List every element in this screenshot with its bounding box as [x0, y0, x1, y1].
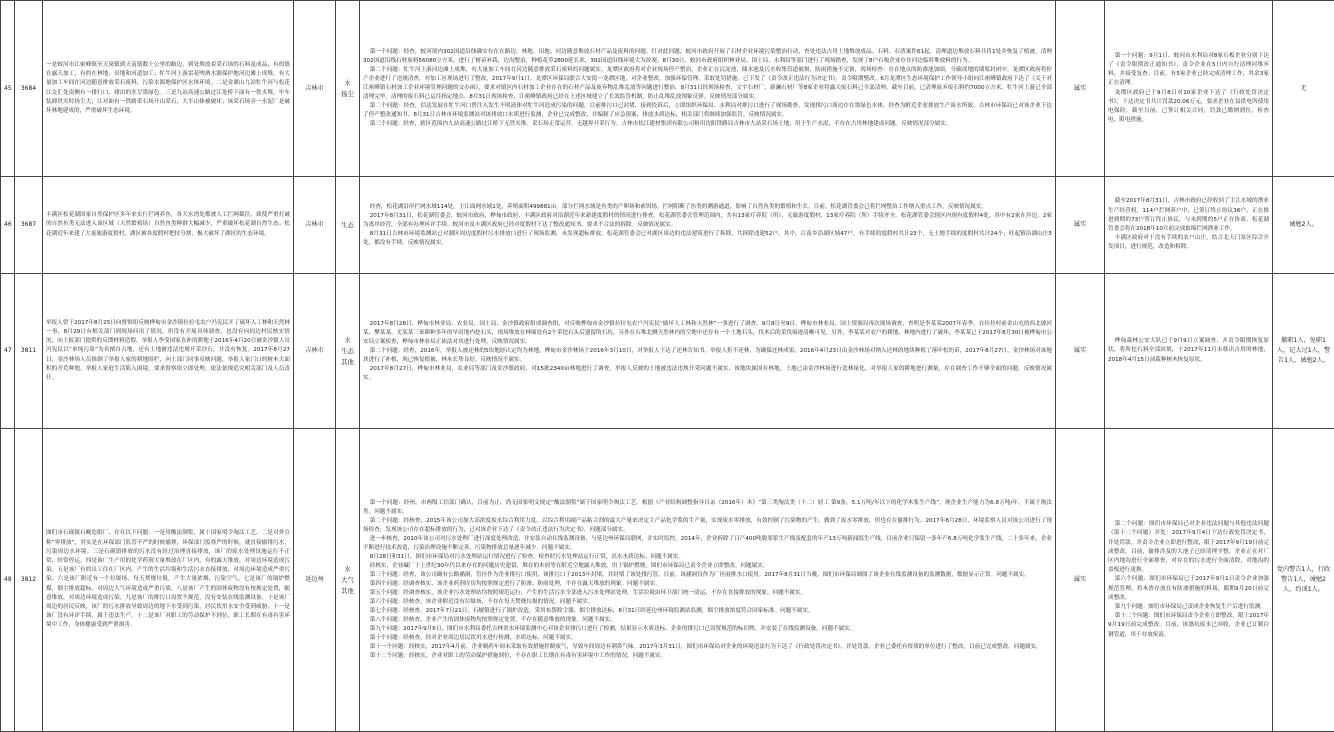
investigation-findings-paragraph: 第八个问题：经核查，企业产生的固体废物均按照规定处置，不存在随意堆放的现象。问题不属实。: [363, 616, 1052, 625]
processing-result-paragraph: 第二个问题：图们市环保局已对企业违法问题与其他违法问题（第十二个问题）并处：2017年9月4日下达行政处罚决定书，并处罚款。并责令企业立即进行整改，限于2017年9月19日前完成整改。目前，偷排涉及的大池子已经清理平整，企业正在对厂区内地沟进行全面排查，对存在的污水进行全面清除，对地沟的盖板进行更换。: [1108, 520, 1269, 575]
processing-result: [1105, 429, 1273, 732]
table-row: [1, 1, 1334, 177]
processing-result-paragraph: 截至2017年8月31日，吉林市政府已经收回了主江水域的渔业生产经营权，114户拦网养户中，已签订终止协议36户，正在推进到期的73户签订终止协议，与未到期的5户正在协商。松花湖管委会将在2018年10月前完成取缔拦网渔业工作。: [1108, 197, 1269, 234]
table-row: [1, 429, 1334, 732]
row-number: 47: [1, 274, 15, 429]
investigation-findings-paragraph: 第一个问题：经州、市两级工信部门确认，目前为止，尚无国家明文规定“酸法制浆”属于国家明令淘汰工艺。根据《产业结构调整指导目录（2016年）本》“第三类淘汰类（十二）轻工 第9条，5.1万吨/年以下的化学木浆生产线”，现企业生产能力为6.8万吨/年，不属于淘汰类。问题不属实。: [363, 499, 1052, 517]
city-name: 吉林市: [294, 1, 336, 177]
investigation-findings: [360, 274, 1056, 429]
verdict: 属实: [1056, 429, 1105, 732]
processing-result: [1105, 274, 1273, 429]
verdict: 属实: [1056, 1, 1105, 177]
processing-result-paragraph: 丰满区政府对于没有手续的农户山庄，结合北天门景区综合开发项目，进行规范，改造和拆除。: [1108, 234, 1269, 252]
investigation-findings-paragraph: 第三个问题：经查，辖区范围内九站高速公路过江桥下无铁夹堆。采石场正常运营，无越界开采行为。吉林市松江建材集团有限公司租用沈阳铁路局吉林市九站采石场土地，用于生产水泥，不存在占用林地建成问题。反映情况部分属实。: [363, 120, 1052, 129]
processing-result-paragraph: 第六个问题：图们市环保局已于2017年9月1日责令企业加强规范管理，将木渣存放在有防渗措施的料场，限期9月20日前完成整改。: [1108, 575, 1269, 603]
processing-result: [1105, 177, 1273, 274]
table-row: [1, 177, 1334, 274]
verdict: 属实: [1056, 274, 1105, 429]
pollution-type: 生态: [336, 177, 360, 274]
row-number: 45: [1, 1, 15, 177]
case-id: 3687: [15, 177, 43, 274]
table-body: [1, 1, 1334, 732]
complaint-description: 图们市石砚镇石岘造纸厂，存在以下问题：一是用酸法制浆，属于国家明令淘汰工艺。二是对外宣称“零排放”，其实是在环保部门监管不严的时候偷排，环保部门监察严的时候，就直接偷排污水，污染周边水环境。三是石砚镇排放的污水没有经过治理直接排放，该厂的废水处理设施运行不正常，经常停运。四是该厂生产用的化学药剂大量堆放在厂区内，有的露天堆放，对周边环境造成污染。五是该厂有的员工住在厂区内，产生的生活垃圾和生活污水直接排放，对周边环境造成严重污染。六是该厂附近有一个垃圾场，每天焚烧垃圾，产生大量浓烟，污染空气。七是该厂的锅炉燃煤，烟尘排放超标，对周边大气环境造成严重污染。八是该厂产生的固体废物没有按规定处置，随意堆放，对周边环境造成污染。九是该厂的排污口设置不规范，没有安装在线监测设备。十是该厂周边的居民反映，该厂的污水排放导致周边的地下水受到污染，居民饮用水安全受到威胁。十一是该厂没有环评手续，属于违法生产。十二是该厂对职工的劳动保护不到位，职工长期在有毒有害环境中工作，身体健康受到严重损害。: [43, 429, 294, 732]
complaint-description: 一是蛟河市江密峰镇至天岗镇到天南镇数十公里的路边，到处堆放着采石场的石料及成品，有的镇在露天加工，有的在林地、田地和河道加工；牤牛河上游雷花啤酒水源保护地河边滩上成堆，有大量加工车间在河边随意排放采石废料，污染水源地保护区水体环境。二是金鼎山九站牤牛河与松花江交汇处南侧有一排行口，排出的水呈墨绿色。三是九站高速公路过江处桥下面有一铁夹堆，牢车装卸铁夹时扬尘大；江对面有一铁路采石场开山采石，大半山体被破坏；该采石场旁一水泥厂是破坏林地建成的，严重破坏生态环境。: [43, 1, 294, 177]
investigation-findings-paragraph: 第十二个问题：经核实，企业对职工的劳动保护措施到位，不存在职工长期在有毒有害环境中工作的情况。问题不属实。: [363, 652, 1052, 661]
investigation-findings-paragraph: 2017年8月28日，桦甸市林业局、农业局、国土局、金沙镇政府组成调查组，对反映桦甸市金沙镇拉拉屯农户冯宪民“破坏人工林和天然林”一事进行了调查。9月8日至9日，桦甸市林业局、国土资源局再次现场调查，查明是李某某2007年春季，在拉拉村前金山屯的西北坡河某、樊某某、尤某某三家耕种多年的旱田地内挖石头，现场堆放在林缘处有2个采挖石头后遗留的石坑，另外在石堆北侧天然林内的空地中还存有一个土地石头，伐木后的采伐痕迹清晰可见。另外，李某某对农户的耕地、林地内进行了破坏，李某某已于2017年8月30日被桦甸市公安局立案侦查，桦甸市林业局正依法对其进行处理。反映情况属实。: [363, 320, 1052, 347]
investigation-findings-paragraph: 第六个问题：经核查，该企业附近没有垃圾场，不存在每天焚烧垃圾的情况。问题不属实。: [363, 598, 1052, 607]
row-number: 46: [1, 177, 15, 274]
processing-result-paragraph: 第十二个问题：图们市环保局责令企业立即整改，限于2017年9月19日前完成整改。目前，该涤坑废水已回收，企业已订制白钢管道，用于存放废液。: [1108, 612, 1269, 640]
investigation-findings-paragraph: 经核实，企业碱厂于上世纪30年代以来存在的问题历史遗留，堆存的木屑等在附近空地露天堆放，用于锅炉燃烧，图们市环保局已责令企业立即整改。问题属实。: [363, 562, 1052, 571]
case-id: 3812: [15, 429, 43, 732]
investigation-findings-paragraph: 第十一个问题：经核实，2017年4月前，企业制药车间未采取有效措施控制废气，导致车间周边有刺鼻气味。2017年3月31日，图们市环保局对企业的环境违法行为下达了《行政处罚决定书》，并处罚款。企业已委托有资质的单位进行了整改，目前已完成整改。问题属实。: [363, 643, 1052, 652]
pollution-type: 水 扬尘: [336, 1, 360, 177]
investigation-findings-paragraph: 经查，松花湖沿岸拦网水域114处，主江面网水域1处，养殖面积499881亩。部分拦网水域是鱼类的产卵场和索饵场，拦网阻断了鱼类的溯游通道，影响了自然鱼类的繁殖和生长。目前，松花湖管委会已将拦网整治工作纳入重点工作。反映情况属实。: [363, 203, 1052, 212]
complaint-description: 丰满区松花湖国家自然保护区多年来实行拦网养鱼，各大水湾处都被人工拦网截住，致使严重打破的自然鱼类无法进入该区域（天然繁殖场）自然鱼类种群大幅减少，严重破坏松花湖自然生态；松花湖近年来建了大量旅游度假村，湖区被各度假村把持分割，极大破坏了湖区的生态环境。: [43, 177, 294, 274]
investigation-findings-paragraph: 第二个问题：经核查，2015年该公司加大高浓度废水综合利用力度，以综合利用副产品粘合剂的最大产量来决定主产品化学浆的生产量，实现废水零排放，有效控制了污染物的产生，做到了废水零排放，但也存在偷排行为。2017年8月28日，环境监察人员对该公司进行了现场检查，发现该公司存在超标排放的行为，已对该企业下达了《责令改正违法行为决定书》。问题部分属实。: [363, 517, 1052, 535]
investigation-findings-paragraph: 8月31日吉林市环境监测站已对湖区周边度假村污水排放口进行了现场监测，未发现超标排放。松花湖管委会已对湖区周边的违法建筑进行了拆除，共拆除违建52户，其中，江南乡沿湖区域47户，有手续的度假村共计23个，无土地手续的度假村共计24个；旺起镇沿湖山庄5处，都没有手续。反映情况属实。: [363, 230, 1052, 248]
pollution-type: 水 大气 其他: [336, 429, 360, 732]
city-name: 吉林市: [294, 177, 336, 274]
accountability: 诫勉2人。: [1273, 177, 1334, 274]
complaint-description: 举报人曾于2017年8月25日向督察组反映桦甸市金沙镇拉拉屯农户冯宪民开了硫坏人工林和天然林一事，8月29日有相关部门到现场问讯了情况，但没有开展具体调查，也没有向同边村民核实情况，向上报部门提供的反馈材料造假。举报人李受国家直补的耕地于2016年4月20日被金沙镇人员冯宪民以“单纯污染”为名擅自占地，还有土地被违法违规开采沙石，并没有恢复。2017年8月27日，金沙林场人员推倒了举报人家的耕地围栏，向土部门同事反映问题，举报人家门口的树木大面积的开荒种地。举报人家庭生活陷入困境，要求督察组立即处理，依法依规追究相关部门及人员责任。: [43, 274, 294, 429]
processing-result: [1105, 1, 1273, 177]
investigation-findings-paragraph: 第五个问题：经调查核实，该企业污水处理站均按照规范运行，产生的生活污水全部进入污水处理站处理，生活垃圾由环卫部门统一清运，不存在直接排放的现象。问题不属实。: [363, 589, 1052, 598]
case-id: 3811: [15, 274, 43, 429]
investigation-findings-paragraph: 第七个问题：经核查，2017年7月21日，石岘镇进行了锅炉改造，采用布袋除尘器，烟尘排放达标，8月31日经延边州环境监测站监测，烟尘排放浓度符合国家标准。问题不属实。: [363, 607, 1052, 616]
investigation-findings-paragraph: 第十个问题：经核查，经对企业周边居民饮用水进行检测，水质达标。问题不属实。: [363, 634, 1052, 643]
accountability: 党内警告1人，行政警告1人，诫勉2人，约谈1人。: [1273, 429, 1334, 732]
investigation-findings-paragraph: 第四个问题：经调查核实，该企业药剂库房均按照规定进行了防渗、防雨处理，不存在露天堆放的现象。问题不属实。: [363, 580, 1052, 589]
city-name: 吉林市: [294, 274, 336, 429]
investigation-findings-paragraph: 第一个问题：经查，蛟河境内302国道沿线确实存在在路边、林地、田地、河边随意堆放石材产品及废料的问题。针对此问题，蛟河市政府开展了石材企业环境污染整治行动，查处违法占用土地堆放成品、石料、石渣案件61起，清理道边堆放石料共将1处并恢复了植被，清理302国道沿线石材废料56080立方米，进行了树苗补栽，边沟整治，种植花草2800延长米，302国道沿线环境大为改观。8月30日，蛟河市政府组织林业局、国土局、水利局等部门进行了现场踏查，发现了8户石板企业存在河边临时堆放料的行为。: [363, 48, 1052, 66]
processing-result-paragraph: 第一个问题：9月1日，蛟河市水利局对8家石板企业分别下达了《责令限期改正通知书》，责令企业在5日内自行清理河堆弃料，并接受复查。目前，有5家企业已经完成清理工作，其余3家正在清理。: [1108, 52, 1269, 89]
investigation-findings-paragraph: 8月28日和31日，图们市环保局对污水处理站运行情况进行了检查，检查时污水处理站运行正常，出水水质达标。问题不属实。: [363, 553, 1052, 562]
investigation-findings-paragraph: 第二个问题：经查，信达发展在牤牛河口曾注入发生不明液体对牤牛河造成污染的问题，目前排污口已封堵，接到投诉后，立即组织环保局、水利局对排污口进行了现场勘查，发现排污口周边存在墨绿色水体，经查为附近企业排放生产废水所致，吉林市环保局已对该企业下达了停产整改通知书。8月31日吉林市环境监测站对该排放口水质进行监测，企业已完成整改，并编制了应急预案，排放水质达标，相关部门将继续加强监管。反映情况属实。: [363, 102, 1052, 120]
investigation-findings: [360, 177, 1056, 274]
city-name: 延边州: [294, 429, 336, 732]
table-row: [1, 274, 1334, 429]
processing-result-paragraph: 桦甸森林公安大队已于9月9日立案调查，并责令限期恢复原状，将所挖石料全部回填，于2017年11月末移出占用的林地，2018年4月15日前栽种树木恢复原状。: [1108, 337, 1269, 365]
verdict: 属实: [1056, 177, 1105, 274]
investigation-findings-paragraph: 进一步核查，2010年该公司对污水处理厂进行深度处理改造，并安装自动在线监测设备，与延边州环保局联网，并实时监控。2014年，企业拆除了日产400吨脱墨浆生产线及配套的年产13万吨新闻纸生产线。目前企业只保留一条年产6.8万吨化学浆生产线，二十多年来，企业不断进行技术改造，污染治理设施不断完善，污染物排放总量逐年减少。问题不属实。: [363, 535, 1052, 553]
processing-result-paragraph: 第九个问题：图们市环保局已责成企业恢复生产后进行监测。: [1108, 603, 1269, 612]
investigation-findings-paragraph: 第九个问题：2017年9月6日，图们市水利局委托吉林省水环境监测中心对该企业排污口进行了检测，结果显示水质达标。企业的排污口已设置规范的标识牌，并安装了在线监测设备。问题不属实。: [363, 625, 1052, 634]
row-number: 48: [1, 429, 15, 732]
investigation-findings: [360, 429, 1056, 732]
investigation-findings-paragraph: 第三个问题：经查，该公司确有公路涵洞，管径作为企业排污口使用，该排污口于2013年封堵，并封堵了该处排污管，目前，该涵洞仅作为厂区雨排水口使用。2017年8月31日当晚，图们市环保局调阅了该企业在线监测设备的监测数据，数据显示正常。问题不属实。: [363, 571, 1052, 580]
pollution-type: 水 生态 其他: [336, 274, 360, 429]
investigation-findings-paragraph: 第二个问题：牤牛河上游河边滩上成堆，有大量加工车间在河边随意排放采石废料的问题属实。龙潭区政府将对企业现场停产整治，企业正在沉淀池，储水池及污水收集管道被损，防雨措施不完备，现场检查：存在地点的防渗池加固，分碳成地的墙渠封闭中。龙潭区政府将停产企业进行了违规清查，对加工区现场进行了整改，2017年9月1日，龙潭区环保局联合大安街一龙潭区地，对企业整改，加强环保管理，采取处罚措施，已下发了《责令改正违法行为决定书》，责令限期整改。6月龙潭区生态环境保护工作领导小组向江密峰镇政府下达了《关于对江密峰镇石材加工企业环境管理问题的交办函》，要求对镇区内石材加工企业存在的石材产品及废弃物乱堆乱放等问题进行整治。8月31日经现场检查，文宇石材厂、新澜石材厂等8家企业将露天废石料已全部清理，截至目前，已清理废弃废石料约7000立方米，牤牛河上游已全部清理完毕，清理的废石料已运往指定地点。8月31日现场检查，江密峰镇政府已经在上述区域建立了长效监管机制，防止乱堆乱放现象反弹。反映情况部分属实。: [363, 66, 1052, 102]
accountability: 撤职1人，免职1人，记大过1人，警告1人，诫勉2人。: [1273, 274, 1334, 429]
investigation-findings-paragraph: 2017年8月31日，松花湖管委会，蛟河市政府，桦甸市政府，丰满区政府对沿湖近年来新建度假村的情况进行排查。松花湖管委会管理范围内，共有13家疗养院（所），无旅游度假村，13家疗养院（所）手续齐全。松花湖管委会辖区内现有度假村4处，其中有2家在岸边，2家为离岸经营，全部有办理环评手续。蛟河市及丰满区政府已经对度假村下达了整改通知书，要求不合法的拆除。反映情况属实。: [363, 212, 1052, 230]
investigation-findings-paragraph: 第二个问题：经查，2016年，举报人被还林的5块地经认定均为林地，桦甸市金沙林场于2016年3月10日，对举报人下达了还林告知书。举报人拒不还林，为确保还林成果，2016年4月23日由金沙林场对纳入还林的地块种植了落叶松幼苗，2017年8月27日，金沙林场对该地块进行了补植，现已恢复植被，林木长势良好。反映情况不属实。: [363, 347, 1052, 365]
investigation-findings-paragraph: 2017年8月27日，桦甸市林业局，农业局等部门及金沙镇政府，对15批2340亩林地进行了调查，举报人反映的土地被违法违规开采问题不属实，该地块属国有林地，土地已由金沙林场进行造林绿化，对举报人家的耕地进行测量，存在调查工作不够全面的问题。反映情况属实。: [363, 365, 1052, 383]
accountability: 无: [1273, 1, 1334, 177]
investigation-findings: [360, 1, 1056, 177]
case-id: 3684: [15, 1, 43, 177]
processing-result-paragraph: 龙潭区政府已于9月8日对10家企业下达了《行政处罚决定书》，下达决定书共计罚款20.06万元，要求企业在县供电所使用电保险，截至目前，已签订相关合同，罚款已缴纳到位，检查电、限电措施。: [1108, 89, 1269, 126]
